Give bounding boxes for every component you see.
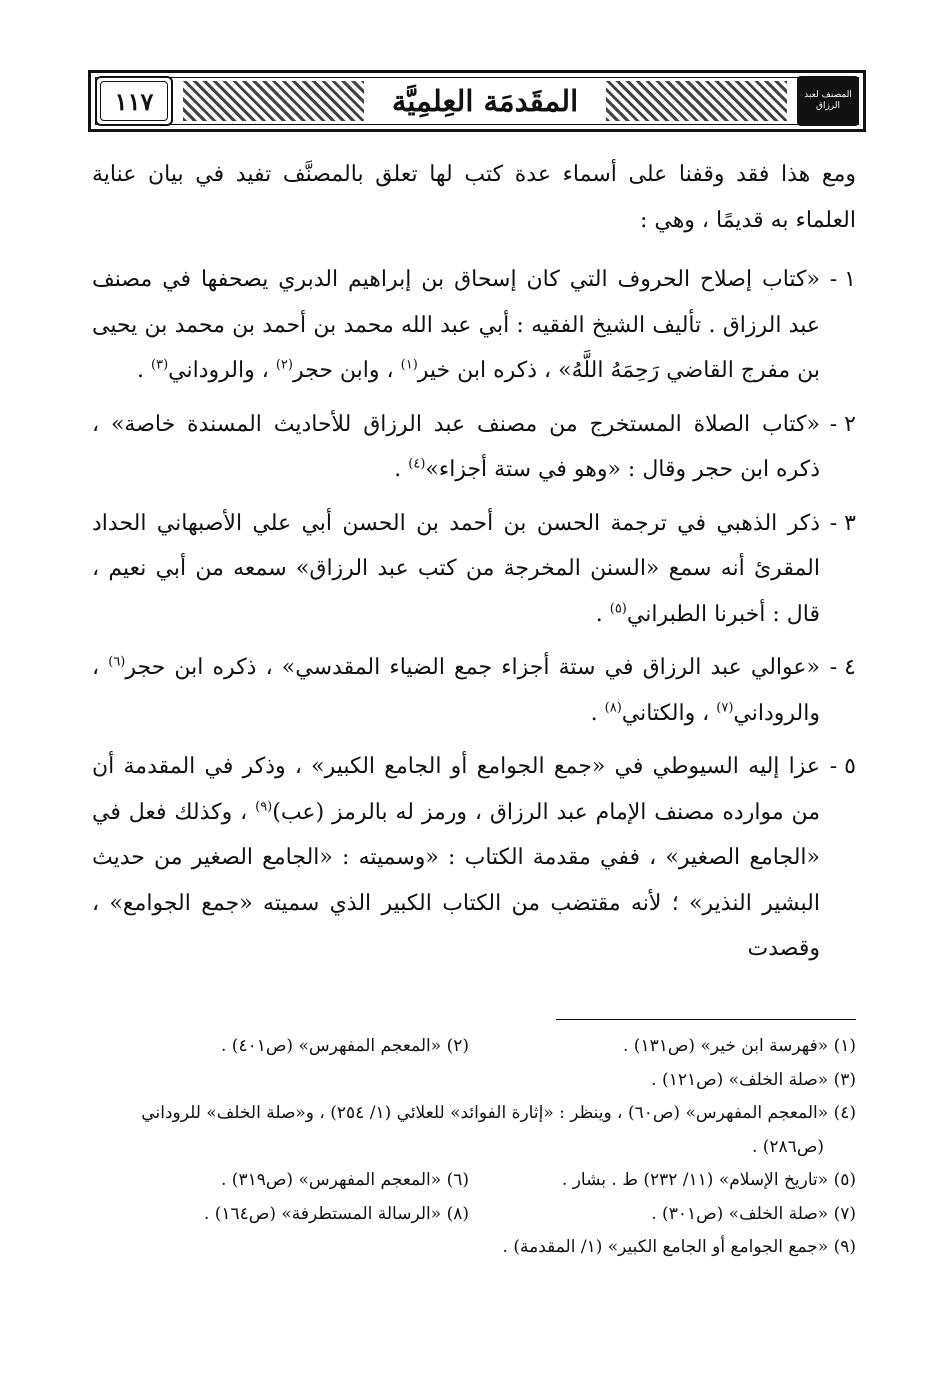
footnote-row xyxy=(82,1198,856,1232)
item-text: «كتاب الصلاة المستخرج من مصنف عبد الرزاق للأحاديث المسندة خاصة» ، ذكره ابن حجر وقال : «وهو في ستة أجزاء» xyxy=(92,411,820,482)
footnote-ref[interactable]: (٨) xyxy=(604,700,622,716)
list-item-5 xyxy=(92,744,856,972)
intro-paragraph xyxy=(92,152,856,243)
footnote-ref[interactable]: (٩) xyxy=(255,799,273,815)
footnote-4: (٤) «المعجم المفهرس» (ص٦٠) ، وينظر : «إثارة الفوائد» للعلائي (١/ ٢٥٤) ، و«صلة الخلف» للروداني xyxy=(141,1103,856,1123)
item-number: ٥ - xyxy=(829,754,856,779)
item-text: ، والروداني xyxy=(168,358,269,383)
book-logo xyxy=(797,76,859,126)
page-title: المقَدمَة العِلمِيَّة xyxy=(391,84,579,118)
footnote-9: (٩) «جمع الجوامع أو الجامع الكبير» (١/ المقدمة) . xyxy=(502,1237,856,1257)
item-text: . xyxy=(137,358,145,383)
footnote-ref[interactable]: (٤) xyxy=(408,456,426,472)
item-text: ذكر الذهبي في ترجمة الحسن بن أحمد بن الحسن أبي علي الأصبهاني الحداد المقرئ أنه سمع «السنن المخرجة من كتب عبد الرزاق» سمعه من أبي نعيم ، قال : أخبرنا الطبراني xyxy=(92,510,820,627)
item-number: ٢ - xyxy=(829,411,856,437)
item-number: ٣ - xyxy=(829,510,856,536)
title-box xyxy=(370,76,600,126)
footnote-ref[interactable]: (٥) xyxy=(609,601,627,617)
header-ornament-left xyxy=(183,81,364,121)
footnote-row xyxy=(82,1164,856,1198)
footnote-4-continued: (ص٢٨٦) . xyxy=(751,1136,824,1157)
footnote-5: (٥) «تاريخ الإسلام» (١١/ ٢٣٢) ط . بشار . xyxy=(561,1170,856,1190)
footnote-separator xyxy=(556,1019,856,1020)
main-text xyxy=(92,152,856,980)
footnote-3: (٣) «صلة الخلف» (ص١٢١) . xyxy=(651,1069,856,1090)
item-text: ، وكذلك فعل في «الجامع الصغير» ، ففي مقدمة الكتاب : «وسميته : «الجامع الصغير من حديث البشير النذير» ؛ لأنه مقتضب من الكتاب الكبير الذي سميته «جمع الجوامع» ، وقصدت xyxy=(92,799,820,961)
footnote-ref[interactable]: (٦) xyxy=(108,654,126,670)
footnote-row xyxy=(82,1030,856,1064)
footnote-1: (١) «فهرسة ابن خير» (ص١٣١) . xyxy=(623,1036,856,1056)
intro-text: ومع هذا فقد وقفنا على أسماء عدة كتب لها تعلق بالمصنَّف تفيد في بيان عناية العلماء به قديمًا ، وهي : xyxy=(92,162,856,233)
item-number: ٤ - xyxy=(829,655,856,680)
footnote-ref[interactable]: (٧) xyxy=(716,700,734,716)
item-text: . xyxy=(590,700,598,726)
list-item-4 xyxy=(92,645,856,736)
footnote-ref[interactable]: (١) xyxy=(400,357,418,373)
footnote-ref[interactable]: (٣) xyxy=(151,357,169,373)
footnote-2: (٢) «المعجم المفهرس» (ص٤٠١) . xyxy=(221,1036,469,1056)
page-number-badge xyxy=(95,76,173,126)
item-text: ، والكتاني xyxy=(621,700,710,726)
list-item-3 xyxy=(92,501,856,638)
list-item-2 xyxy=(92,402,856,493)
list-item-1 xyxy=(92,257,856,394)
item-text: ، والروداني xyxy=(92,655,820,726)
footnote-7: (٧) «صلة الخلف» (ص٣٠١) . xyxy=(651,1203,856,1224)
item-text: . xyxy=(595,601,603,627)
item-text: «كتاب إصلاح الحروف التي كان إسحاق بن إبراهيم الدبري يصحفها في مصنف عبد الرزاق . تأليف الشيخ الفقيه : أبي عبد الله محمد بن أحمد بن محمد بن يحيى بن مفرج القاضي رَحِمَهُ اللَّهُ» ، ذكره ابن خير xyxy=(92,267,820,383)
item-text: «عوالي عبد الرزاق في ستة أجزاء جمع الضياء المقدسي» ، ذكره ابن حجر xyxy=(125,655,820,680)
footnote-6: (٦) «المعجم المفهرس» (ص٣١٩) . xyxy=(221,1170,469,1190)
page-header xyxy=(88,70,866,132)
book-logo-text: المصنف لعبد الرزاق xyxy=(804,90,852,111)
footnotes xyxy=(82,1030,856,1265)
item-text: عزا إليه السيوطي في «جمع الجوامع أو الجامع الكبير» ، وذكر في المقدمة أن من موارده مصنف الإمام عبد الرزاق ، ورمز له بالرمز (عب) xyxy=(92,754,820,825)
footnote-8: (٨) «الرسالة المستطرفة» (ص١٦٤) . xyxy=(203,1203,469,1224)
header-ornament-right xyxy=(606,81,787,121)
footnote-row xyxy=(82,1064,856,1098)
footnote-row xyxy=(82,1231,856,1265)
footnote-ref[interactable]: (٢) xyxy=(275,357,293,373)
item-text: . xyxy=(394,457,402,482)
page-number: ١١٧ xyxy=(114,86,154,116)
item-text: ، وابن حجر xyxy=(292,358,394,383)
item-number: ١ - xyxy=(829,267,856,292)
